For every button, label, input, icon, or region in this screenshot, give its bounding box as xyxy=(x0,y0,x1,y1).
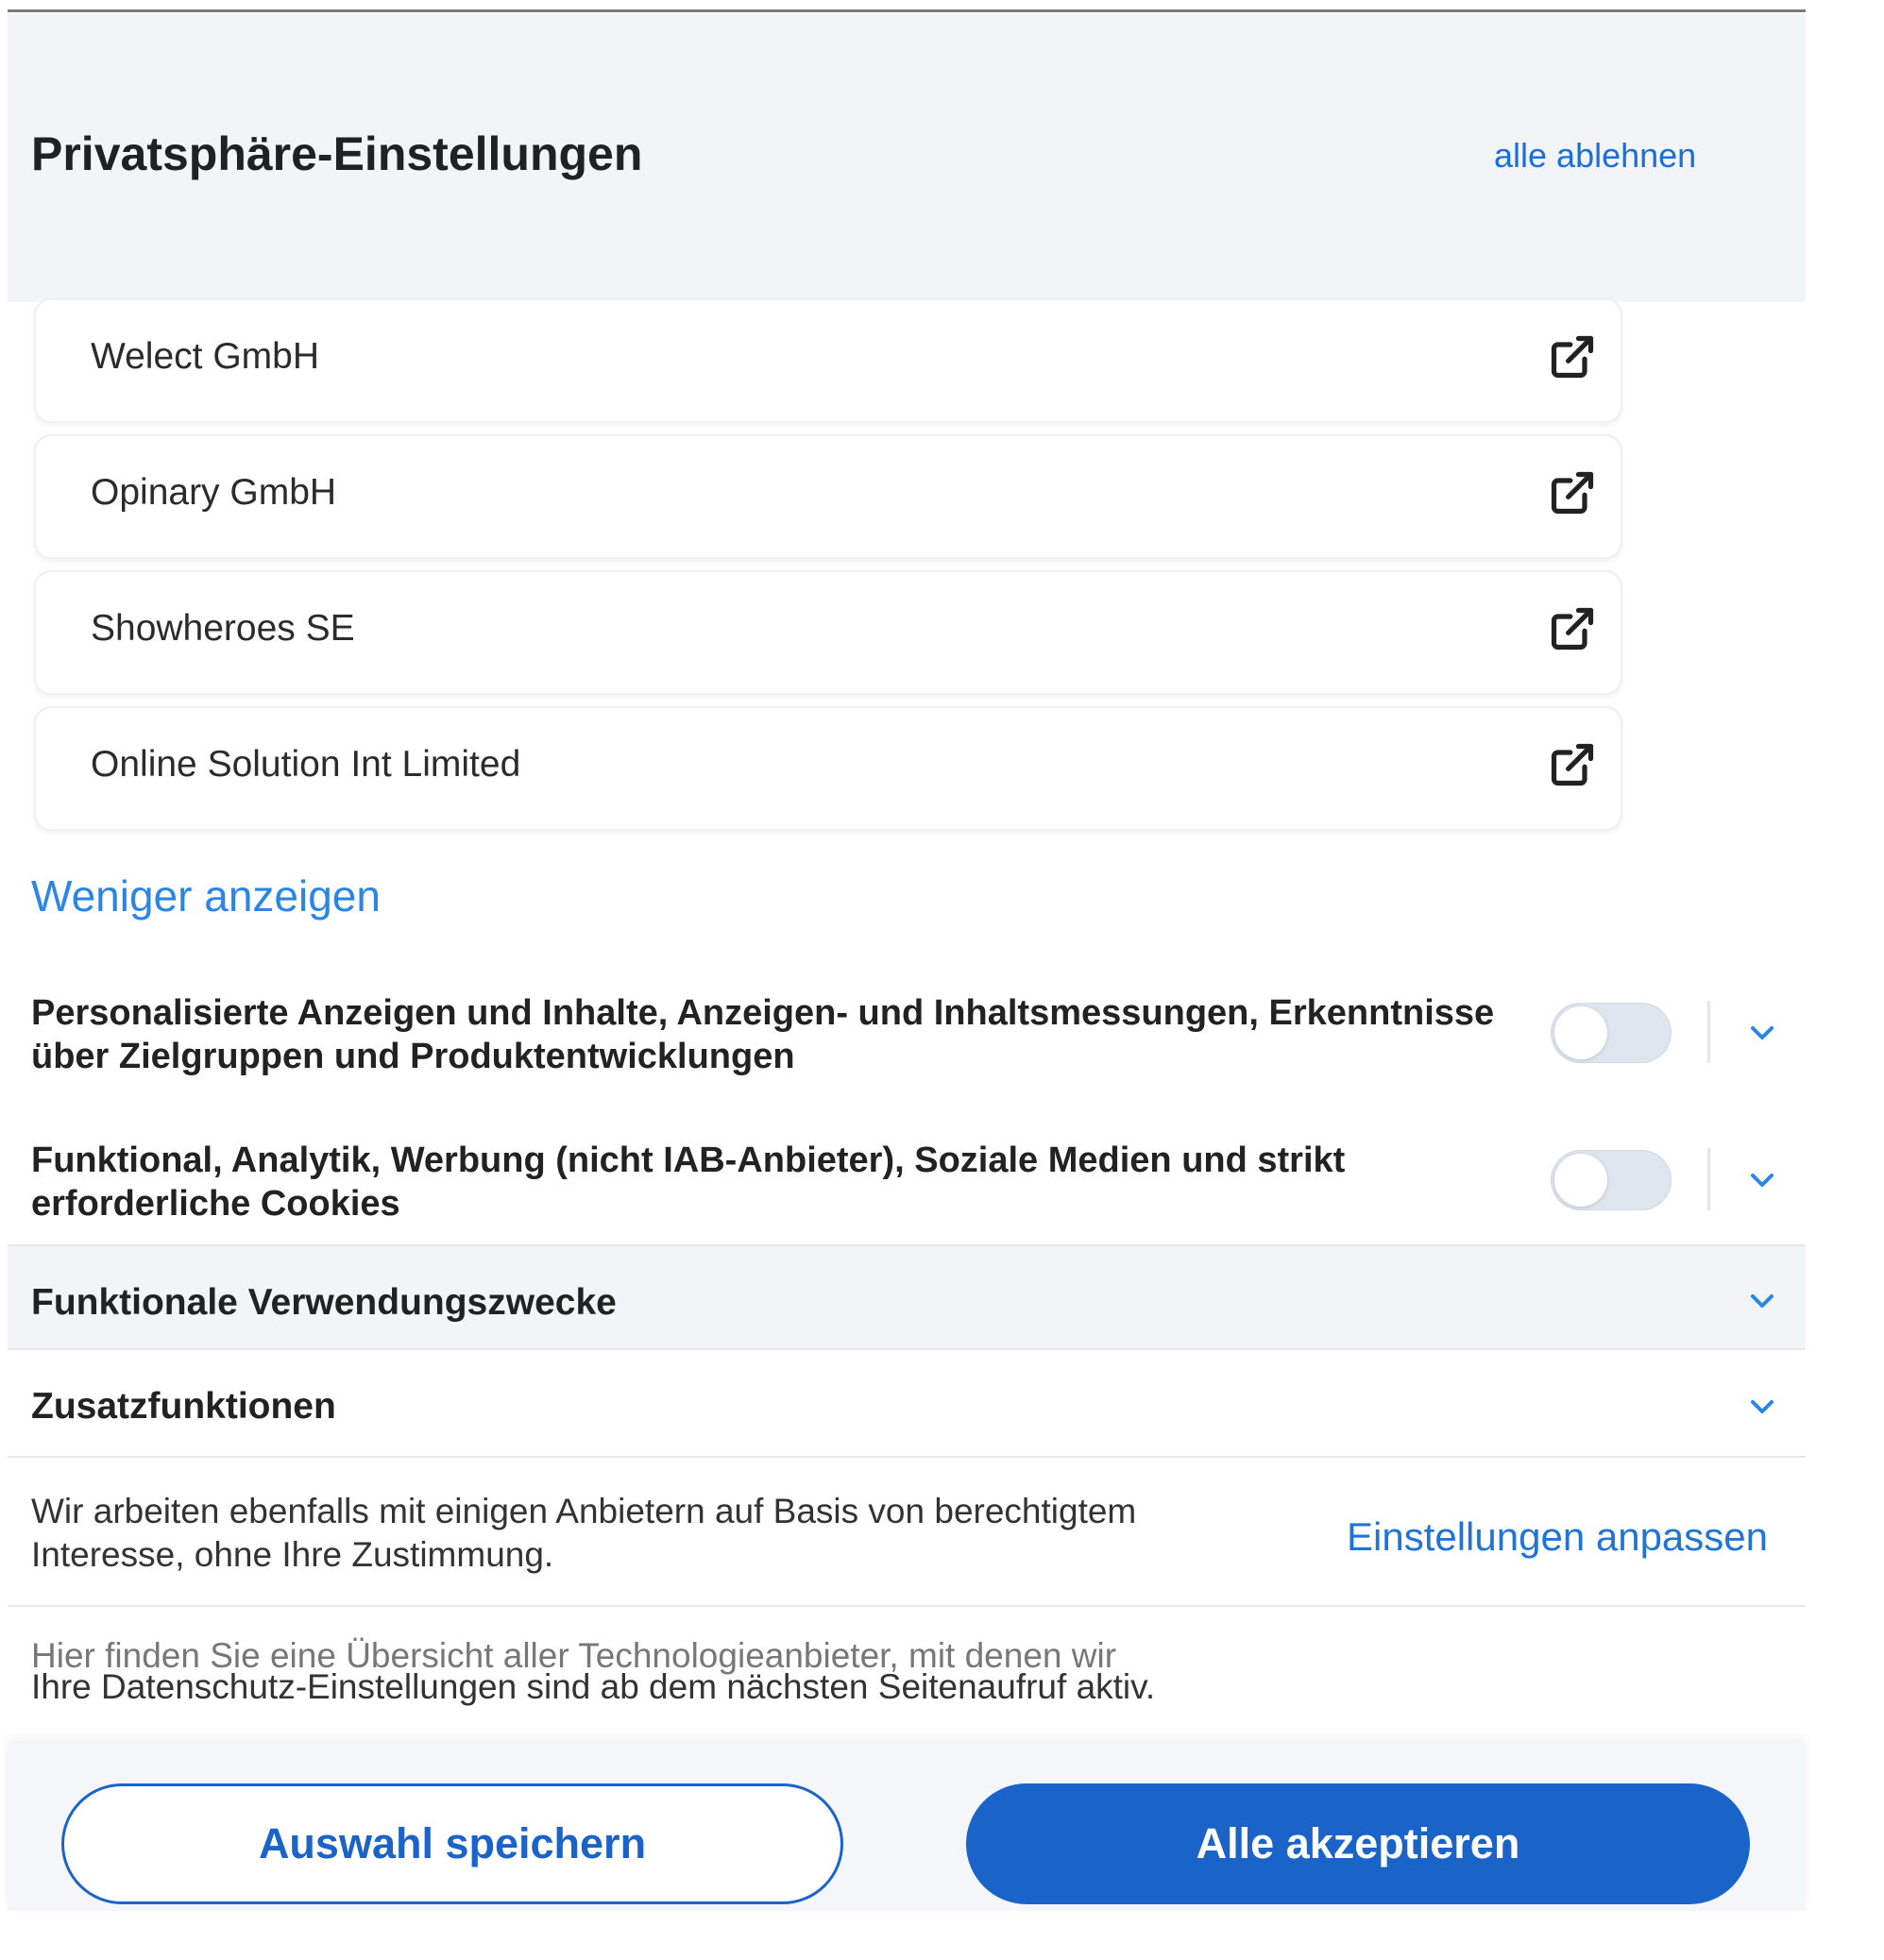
adjust-settings-link[interactable]: Einstellungen anpassen xyxy=(1347,1514,1769,1559)
divider xyxy=(1707,1148,1710,1210)
vendor-name: Welect GmbH xyxy=(91,336,319,377)
section-label: Funktionale Verwendungszwecke xyxy=(31,1282,617,1323)
vendor-card xyxy=(34,434,1622,559)
top-divider xyxy=(8,9,1806,12)
section-functional-purposes[interactable] xyxy=(8,1244,1806,1350)
overview-text-partial: Hier finden Sie eine Übersicht aller Technologieanbieter, mit denen wir xyxy=(31,1636,1117,1675)
reject-all-link[interactable]: alle ablehnen xyxy=(1494,136,1697,175)
vendor-card xyxy=(34,570,1622,695)
vendor-card xyxy=(34,298,1622,423)
vendor-name: Online Solution Int Limited xyxy=(91,744,521,785)
chevron-down-icon[interactable] xyxy=(1743,1282,1781,1320)
section-additional-features[interactable] xyxy=(8,1350,1806,1458)
page-title: Privatsphäre-Einstellungen xyxy=(31,127,643,180)
legitimate-interest-text: Wir arbeiten ebenfalls mit einigen Anbietern auf Basis von berechtigtem Interesse, ohne Ihre Zustimmung. xyxy=(31,1492,1137,1574)
toggle-knob xyxy=(1554,1006,1607,1059)
external-link-icon[interactable] xyxy=(1548,332,1597,381)
external-link-icon[interactable] xyxy=(1548,604,1597,653)
vendor-name: Opinary GmbH xyxy=(91,472,337,513)
section-label: Zusatzfunktionen xyxy=(31,1386,336,1427)
footer-bar xyxy=(8,1744,1806,1911)
toggle-knob xyxy=(1554,1154,1607,1207)
chevron-down-icon[interactable] xyxy=(1743,1014,1781,1052)
external-link-icon[interactable] xyxy=(1548,468,1597,517)
purpose-toggle[interactable] xyxy=(1551,1003,1672,1063)
chevron-down-icon[interactable] xyxy=(1743,1388,1781,1426)
panel-header xyxy=(8,13,1806,302)
notice-text: Ihre Datenschutz-Einstellungen sind ab dem nächsten Seitenaufruf aktiv. xyxy=(31,1667,1156,1706)
purpose-label: Funktional, Analytik, Werbung (nicht IAB-Anbieter), Soziale Medien und strikt erforderliche Cookies xyxy=(31,1141,1346,1224)
accept-all-button[interactable]: Alle akzeptieren xyxy=(966,1783,1750,1904)
purpose-label: Personalisierte Anzeigen und Inhalte, Anzeigen- und Inhaltsmessungen, Erkenntnisse über Zielgruppen und Produktentwicklungen xyxy=(31,993,1495,1076)
show-less-link[interactable]: Weniger anzeigen xyxy=(31,871,381,921)
privacy-settings-panel xyxy=(8,13,1806,1911)
purpose-toggle[interactable] xyxy=(1551,1150,1672,1210)
save-selection-button[interactable]: Auswahl speichern xyxy=(61,1783,843,1904)
vendor-name: Showheroes SE xyxy=(91,608,355,649)
divider xyxy=(1707,1001,1710,1063)
chevron-down-icon[interactable] xyxy=(1743,1161,1781,1199)
external-link-icon[interactable] xyxy=(1548,740,1597,789)
vendor-card xyxy=(34,706,1622,831)
